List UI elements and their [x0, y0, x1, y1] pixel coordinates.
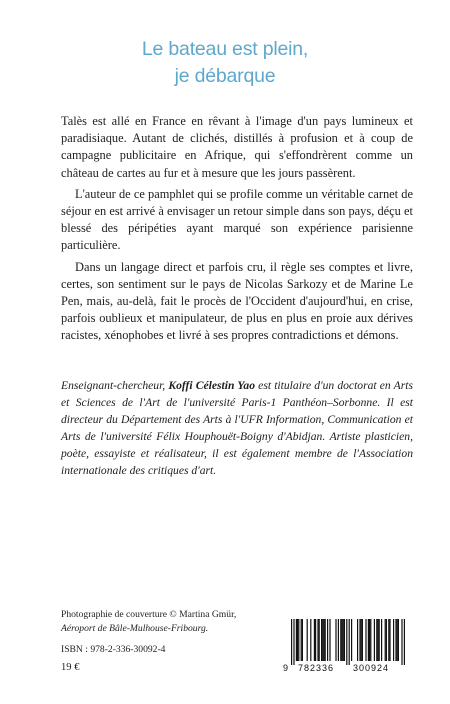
blurb-paragraph-1: Talès est allé en France en rêvant à l'image d'un pays lumineux et paradisiaque. Autant de clichés, distillés à profusion et à coup de campagne publicitaire en Afrique, qui s'effondrèrent comme un château de cartes au fur et à mesure que les jours passèrent. [61, 114, 413, 180]
barcode-graphic [281, 619, 411, 673]
author-bio [61, 377, 413, 479]
barcode-bar [393, 619, 394, 661]
barcode-bar [298, 619, 299, 661]
barcode-bar [389, 619, 390, 661]
barcode-bar [319, 619, 320, 661]
barcode-bar [338, 619, 339, 661]
barcode-bar [404, 619, 405, 665]
photo-credit [61, 608, 236, 636]
isbn: ISBN : 978-2-336-30092-4 [61, 644, 166, 655]
barcode-bar [377, 619, 378, 661]
blurb [61, 113, 413, 349]
barcode-bar [293, 619, 294, 665]
barcode-bar [325, 619, 326, 661]
barcode-right-digits: 300924 [352, 663, 390, 673]
barcode-bar [344, 619, 345, 661]
price: 19 € [61, 662, 80, 673]
barcode-bar [323, 619, 324, 661]
photo-credit-line: Photographie de couverture © Martina Gmür, [61, 609, 237, 620]
barcode-bar [340, 619, 341, 661]
barcode-bar [346, 619, 347, 665]
author-name: Koffi Célestin Yao [168, 379, 256, 392]
barcode-bar [370, 619, 371, 661]
barcode-bar [374, 619, 375, 661]
photo-place: Aéroport de Bâle-Mulhouse-Fribourg. [61, 623, 209, 634]
barcode [281, 619, 411, 673]
barcode-bar [327, 619, 328, 661]
barcode-bar [385, 619, 386, 661]
barcode-bar [381, 619, 382, 661]
title-line-1: Le bateau est plein, [141, 38, 309, 60]
barcode-bar [397, 619, 398, 661]
barcode-bar [349, 619, 350, 665]
blurb-paragraph-3: Dans un langage direct et parfois cru, il règle ses comptes et livre, certes, son sentiment sur le pays de Nicolas Sarkozy et de Marine Le Pen, mais, au-delà, fait le procès de l'Occident d'aujourd'hui, en crise, parfois oublieux et manipulateur, de plus en plus en proie aux dérives racistes, xénophobes et livré à ses propres contradictions et démons. [61, 259, 413, 343]
book-title [0, 36, 450, 90]
barcode-lead-digit: 9 [283, 663, 289, 673]
barcode-left-digits: 782336 [297, 663, 335, 673]
barcode-bar [357, 619, 358, 661]
barcode-bar [388, 619, 389, 661]
barcode-bar [376, 619, 377, 661]
barcode-bar [386, 619, 387, 661]
barcode-bar [379, 619, 380, 661]
barcode-bar [291, 619, 292, 665]
barcode-bar [401, 619, 402, 665]
bio-intro: Enseignant-chercheur, [61, 379, 169, 392]
barcode-bar [351, 619, 352, 661]
barcode-bar [314, 619, 315, 661]
barcode-bar [297, 619, 298, 661]
barcode-bar [361, 619, 362, 661]
barcode-bar [343, 619, 344, 661]
barcode-bar [307, 619, 308, 661]
barcode-bar [322, 619, 323, 661]
bio-details: est titulaire d'un doctorat en Arts et Sciences de l'Art de l'université Paris-1 Panthéon–Sorbonne. Il est directeur du Département des Arts à l'UFR Information, Communication et Arts de l'université Félix Houphouët-Boigny d'Abidjan. Artiste plasticien, poète, essayiste et réalisateur, il est également membre de l'Association internationale des critiques d'art. [61, 379, 414, 477]
barcode-bar [302, 619, 303, 661]
barcode-bar [359, 619, 360, 661]
barcode-bar [362, 619, 363, 661]
title-line-2: je débarque [174, 65, 276, 87]
barcode-bar [310, 619, 311, 661]
barcode-bar [321, 619, 322, 661]
barcode-bar [368, 619, 369, 661]
barcode-bar [296, 619, 297, 661]
barcode-bar [398, 619, 399, 661]
barcode-bar [365, 619, 366, 661]
barcode-bar [335, 619, 336, 661]
barcode-bar [317, 619, 318, 661]
barcode-bar [369, 619, 370, 661]
blurb-paragraph-2: L'auteur de ce pamphlet qui se profile comme un véritable carnet de séjour en est arrivé à envisager un retour simple dans son pays, déçu et blessé des péripéties ayant marqué son expérience parisienne particulière. [61, 186, 413, 253]
barcode-bar [395, 619, 396, 661]
barcode-bar [341, 619, 342, 661]
barcode-bar [315, 619, 316, 661]
barcode-bar [329, 619, 330, 661]
barcode-bar [301, 619, 302, 661]
